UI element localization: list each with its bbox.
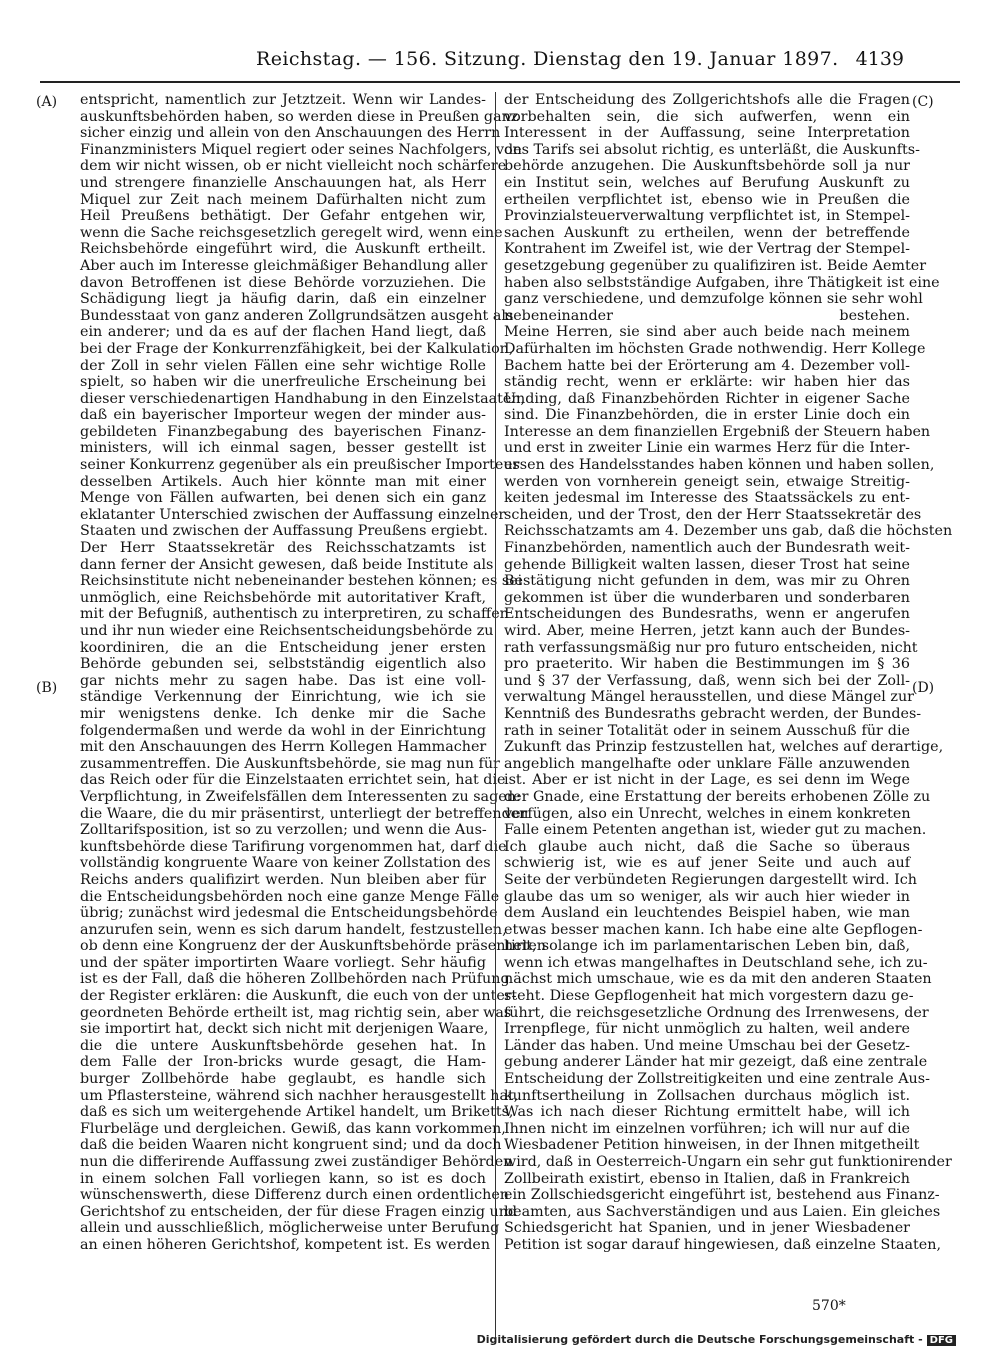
- text-line: Heil Preußens bethätigt. Der Gefahr entgehen wir,: [80, 208, 486, 225]
- text-line: sie importirt hat, deckt sich nicht mit derjenigen Waare,: [80, 1021, 489, 1038]
- text-line: übrig; zunächst wird jedesmal die Entscheidungsbehörde: [80, 905, 498, 922]
- text-line: ist es der Fall, daß die höheren Zollbehörden nach Prüfung: [80, 971, 510, 988]
- text-line: ist. Aber er ist nicht in der Lage, es sei denn im Wege: [504, 772, 910, 789]
- right-text-column: [504, 92, 953, 1254]
- text-line: entspricht, namentlich zur Jetztzeit. Wenn wir Landes-: [80, 92, 486, 108]
- text-line: Reichs anders qualifizirt werden. Nun bleiben aber für: [80, 871, 486, 888]
- text-line: zusammentreffen. Die Auskunftsbehörde, sie mag nun für: [80, 755, 500, 772]
- text-line: mit der Befugniß, authentisch zu interpretiren, zu schaffen: [80, 606, 509, 623]
- text-line: koordiniren, die an die Entscheidung jener ersten: [80, 639, 486, 656]
- text-line: Miquel zur Zeit nach meinem Dafürhalten nicht zum: [80, 191, 486, 208]
- text-line: Schädigung liegt ja häufig darin, daß ein einzelner: [80, 291, 486, 308]
- text-line: eklatanter Unterschied zwischen der Auffassung einzelner: [80, 506, 506, 523]
- text-line: vorbehalten sein, die sich aufwerfen, wenn ein: [504, 108, 910, 125]
- text-line: Gerichtshof zu entscheiden, der für diese Fragen einzig und: [80, 1203, 518, 1220]
- text-line: Bachem hatte bei der Erörterung am 4. Dezember voll-: [504, 357, 910, 374]
- text-line: Irrenpflege, für nicht unmöglich zu halten, weil andere: [504, 1021, 910, 1038]
- text-line: heit, solange ich im parlamentarischen Leben bin, daß,: [504, 938, 910, 955]
- text-line: Interessent in der Auffassung, seine Interpretation: [504, 125, 910, 142]
- text-line: Kontrahent im Zweifel ist, wie der Vertrag der Stempel-: [504, 241, 910, 258]
- text-line: ob denn eine Kongruenz der der Auskunftsbehörde präsentirten: [80, 938, 546, 955]
- text-line: gar nichts mehr zu sagen habe. Das ist eine voll-: [80, 672, 486, 689]
- text-line: führt, die reichsgesetzliche Ordnung des Irrenwesens, der: [504, 1004, 929, 1021]
- text-line: vollständig kongruente Waare von keiner Zollstation des: [80, 855, 491, 872]
- margin-marker-d: (D): [912, 680, 935, 696]
- text-line: Ich glaube auch nicht, daß die Sache so überaus: [504, 838, 910, 855]
- text-line: nächst mich umschaue, wie es da mit den anderen Staaten: [504, 971, 932, 988]
- text-line: Seite der verbündeten Regierungen dargestellt wird. Ich: [504, 871, 917, 888]
- text-line: ein Institut sein, welches auf Berufung Auskunft zu: [504, 174, 910, 191]
- text-line: Entscheidung der Zollstreitigkeiten und eine zentrale Aus-: [504, 1071, 930, 1088]
- text-line: wenn die Sache reichsgesetzlich geregelt wird, wenn eine: [80, 224, 503, 241]
- text-line: scheiden, und der Trost, den der Herr Staatssekretär des: [504, 506, 922, 523]
- text-line: allein und ausschließlich, möglicherweise unter Berufung: [80, 1220, 500, 1237]
- text-line: unmöglich, eine Reichsbehörde mit autoritativer Kraft,: [80, 589, 486, 606]
- text-line: gebildeten Finanzbegabung des bayerischen Finanz-: [80, 423, 486, 440]
- text-line: spielt, so haben wir die unerfreuliche Erscheinung bei: [80, 374, 486, 391]
- text-line: Zollbeirath existirt, ebenso in Italien, daß in Frankreich: [504, 1170, 910, 1187]
- text-line: um Pflastersteine, während sich nachher herausgestellt hat,: [80, 1087, 519, 1104]
- text-line: in einem solchen Fall vorliegen kann, so ist es doch: [80, 1170, 486, 1187]
- text-line: gekommen ist über die wunderbaren und sonderbaren: [504, 589, 910, 606]
- text-line: steht. Diese Gepflogenheit hat mich vorgestern dazu ge-: [504, 988, 914, 1005]
- text-line: sind. Die Finanzbehörden, die in erster Linie doch ein: [504, 407, 910, 424]
- text-line: an einen höheren Gerichtshof, kompetent ist. Es werden: [80, 1236, 491, 1253]
- text-line: sachen Auskunft zu ertheilen, wenn der betreffende: [504, 224, 910, 241]
- text-line: und erst in zweiter Linie ein warmes Herz für die Inter-: [504, 440, 910, 457]
- text-line: pro praeterito. Wir haben die Bestimmungen im § 36: [504, 656, 910, 673]
- text-line: Behörde gebunden sei, selbstständig eigentlich also: [80, 656, 486, 673]
- text-line: behörde anzugehen. Die Auskunftsbehörde soll ja nur: [504, 158, 910, 175]
- text-line: wird. Aber, meine Herren, jetzt kann auch der Bundes-: [504, 623, 910, 639]
- text-line: burger Zollbehörde habe geglaubt, es handle sich: [80, 1071, 486, 1088]
- funding-text: Digitalisierung gefördert durch die Deutsche Forschungsgemeinschaft -: [476, 1333, 923, 1346]
- text-line: Staaten und zwischen der Auffassung Preußens ergiebt.: [80, 523, 488, 540]
- text-line: bei der Frage der Konkurrenzfähigkeit, bei der Kalkulation,: [80, 340, 514, 357]
- text-line: Verpflichtung, in Zweifelsfällen dem Interessenten zu sagen:: [80, 788, 521, 805]
- text-line: Bestätigung nicht gefunden in dem, was mir zu Ohren: [504, 573, 910, 590]
- text-line: ministers, will ich einmal sagen, besser gestellt ist: [80, 440, 486, 457]
- text-line: Flurbeläge und dergleichen. Gewiß, das kann vorkommen,: [80, 1120, 506, 1137]
- text-line: dann ferner der Ansicht gewesen, daß beide Institute als: [80, 556, 494, 573]
- running-head: Reichstag. — 156. Sitzung. Dienstag den 19. Januar 1897.: [256, 48, 839, 70]
- text-line: der Register erklären: die Auskunft, die euch von der unter-: [80, 988, 517, 1005]
- text-line: Wiesbadener Petition hinweisen, in der Ihnen mitgetheilt: [504, 1137, 920, 1154]
- text-line: Kenntniß des Bundesraths gebracht werden, der Bundes-: [504, 705, 922, 722]
- margin-marker-b: (B): [36, 680, 58, 696]
- text-line: verfügen, also ein Unrecht, welches in einem konkreten: [504, 805, 911, 822]
- text-line: dieser verschiedenartigen Handhabung in den Einzelstaaten,: [80, 390, 526, 407]
- text-line: Zolltarifsposition, ist so zu verzollen; und wenn die Aus-: [80, 822, 487, 839]
- text-line: dem wir nicht wissen, ob er nicht vielleicht noch schärfere: [80, 158, 507, 175]
- text-line: werden von vornherein geneigt sein, etwaige Streitig-: [504, 473, 910, 490]
- text-line: ein anderer; und da es auf der flachen Hand liegt, daß: [80, 324, 486, 341]
- text-line: rath in seiner Totalität oder in seinem Ausschuß für die: [504, 722, 910, 739]
- text-line: auskunftsbehörden haben, so werden diese in Preußen ganz: [80, 108, 519, 125]
- text-line: wünschenswerth, diese Differenz durch einen ordentlichen: [80, 1187, 509, 1204]
- text-line: beamten, aus Sachverständigen und aus Laien. Ein gleiches: [504, 1203, 941, 1220]
- text-line: der Gnade, eine Erstattung der bereits erhobenen Zölle zu: [504, 788, 931, 805]
- text-line: Aber auch im Interesse gleichmäßiger Behandlung aller: [80, 257, 488, 274]
- margin-marker-c: (C): [912, 94, 934, 110]
- text-line: Schiedsgericht hat Spanien, und in jener Wiesbadener: [504, 1220, 910, 1237]
- text-line: Reichsinstitute nicht nebeneinander bestehen können; es sei: [80, 573, 523, 590]
- text-line: schwierig ist, wie es auf jener Seite und auch auf: [504, 855, 910, 872]
- text-line: daß es sich um weitergehende Artikel handelt, um Briketts,: [80, 1104, 514, 1121]
- text-line: Zukunft das Prinzip festzustellen hat, welches auf derartige,: [504, 739, 944, 756]
- text-line: und ihr nun wieder eine Reichsentscheidungsbehörde zu: [80, 623, 494, 639]
- text-line: Finanzbehörden, namentlich auch der Bundesrath weit-: [504, 540, 910, 557]
- text-line: verwaltung Mängel herausstellen, und diese Mängel zur: [504, 689, 914, 706]
- text-line: die Waare, die du mir präsentirst, unterliegt der betreffenden: [80, 805, 529, 822]
- left-text-column: [80, 92, 546, 1254]
- text-line: Dafürhalten im höchsten Grade nothwendig. Herr Kollege: [504, 340, 926, 357]
- text-line: wenn ich etwas mangelhaftes in Deutschland sehe, ich zu-: [504, 954, 928, 971]
- text-line: gehende Billigkeit walten lassen, dieser Trost hat seine: [504, 556, 910, 573]
- text-line: gesetzgebung gegenüber zu qualifiziren ist. Beide Aemter: [504, 257, 927, 274]
- text-line: davon Betroffenen ist diese Behörde vorzuziehen. Die: [80, 274, 486, 291]
- text-line: kunftsbehörde diese Tarifirung vorgenommen hat, darf die: [80, 838, 507, 855]
- sheet-signature: 570*: [812, 1298, 846, 1314]
- page-header: [40, 40, 960, 90]
- text-line: haben also selbstständige Aufgaben, ihre Thätigkeit ist eine: [504, 274, 940, 291]
- text-line: Reichsschatzamts am 4. Dezember uns gab, daß die höchsten: [504, 523, 953, 540]
- text-line: folgendermaßen und werde da wohl in der Einrichtung: [80, 722, 486, 739]
- text-line: Der Herr Staatssekretär des Reichsschatzamts ist: [80, 540, 486, 557]
- text-line: und § 37 der Verfassung, daß, wenn sich bei der Zoll-: [504, 672, 910, 689]
- text-line: geordneten Behörde ertheilt ist, mag richtig sein, aber was: [80, 1004, 512, 1021]
- text-line: Meine Herren, sie sind aber auch beide nach meinem: [504, 324, 910, 341]
- text-line: nebeneinander bestehen.: [504, 307, 910, 324]
- text-line: rath verfassungsmäßig nur pro futuro entscheiden, nicht: [504, 639, 918, 656]
- text-line: dem Ausland ein leuchtendes Beispiel haben, wie man: [504, 905, 910, 922]
- text-line: ein Zollschiedsgericht eingeführt ist, bestehend aus Finanz-: [504, 1187, 940, 1204]
- text-line: nun die differirende Auffassung zwei zuständiger Behörden: [80, 1154, 513, 1170]
- text-line: ständig recht, wenn er erklärte: wir haben hier das: [504, 374, 910, 391]
- text-line: Menge von Fällen aufwarten, bei denen sich ein ganz: [80, 490, 486, 507]
- text-line: keiten jedesmal im Interesse des Staatssäckels zu ent-: [504, 490, 910, 507]
- funding-note: [477, 1333, 956, 1346]
- text-line: mit den Anschauungen des Herrn Kollegen Hammacher: [80, 739, 487, 756]
- text-line: angeblich mangelhafte oder unklare Fälle anzuwenden: [504, 755, 910, 772]
- margin-marker-a: (A): [36, 94, 58, 110]
- text-line: Provinzialsteuerverwaltung verpflichtet ist, in Stempel-: [504, 208, 910, 225]
- text-line: Petition ist sogar darauf hingewiesen, daß einzelne Staaten,: [504, 1236, 942, 1253]
- text-line: der Zoll in sehr vielen Fällen eine sehr wichtige Rolle: [80, 357, 486, 374]
- text-line: gebung anderer Länder hat mir gezeigt, daß eine zentrale: [504, 1054, 928, 1071]
- text-line: ertheilen verpflichtet ist, ebenso wie in Preußen die: [504, 191, 910, 208]
- text-line: Interesse an dem finanziellen Ergebniß der Steuern haben: [504, 423, 931, 440]
- page-number: 4139: [855, 48, 904, 70]
- text-line: wird, daß in Oesterreich-Ungarn ein sehr gut funktionirender: [504, 1154, 952, 1170]
- text-line: der Entscheidung des Zollgerichtshofs alle die Fragen: [504, 92, 910, 108]
- text-line: sicher einzig und allein von den Anschauungen des Herrn: [80, 125, 501, 142]
- text-line: die die untere Auskunftsbehörde gesehen hat. In: [80, 1037, 486, 1054]
- text-line: Länder das haben. Und meine Umschau bei der Gesetz-: [504, 1037, 910, 1054]
- text-line: das Reich oder für die Einzelstaaten errichtet sein, hat die: [80, 772, 506, 789]
- text-line: Ihnen nicht im einzelnen vorführen; ich will nur auf die: [504, 1120, 910, 1137]
- text-line: des Tarifs sei absolut richtig, es unterläßt, die Auskunfts-: [504, 141, 920, 158]
- text-line: und strengere finanzielle Anschauungen hat, als Herr: [80, 174, 486, 191]
- text-line: desselben Artikels. Auch hier könnte man mit einer: [80, 473, 486, 490]
- text-line: ganz verschiedene, und demzufolge können sie sehr wohl: [504, 291, 923, 308]
- dfg-logo: DFG: [927, 1335, 956, 1346]
- text-line: Was ich nach dieser Richtung ermittelt habe, will ich: [504, 1104, 910, 1121]
- text-line: Reichsbehörde eingeführt wird, die Auskunft ertheilt.: [80, 241, 486, 258]
- text-line: mir wenigstens denke. Ich denke mir die Sache: [80, 705, 486, 722]
- text-line: etwas besser machen kann. Ich habe eine alte Gepflogen-: [504, 921, 923, 938]
- column-divider: [495, 92, 496, 1337]
- text-line: kunftsertheilung in Zollsachen durchaus möglich ist.: [504, 1087, 910, 1104]
- text-line: daß ein bayerischer Importeur wegen der minder aus-: [80, 407, 486, 424]
- header-rule: [40, 81, 960, 83]
- text-line: Bundesstaat von ganz anderen Zollgrundsätzen ausgeht als: [80, 307, 514, 324]
- text-line: seiner Konkurrenz gegenüber als ein preußischer Importeur: [80, 457, 520, 474]
- text-line: daß die beiden Waaren nicht kongruent sind; und da doch: [80, 1137, 502, 1154]
- text-line: Unding, daß Finanzbehörden Richter in eigener Sache: [504, 390, 910, 407]
- text-line: essen des Handelsstandes haben können und haben sollen,: [504, 457, 935, 474]
- text-line: und der später importirten Waare vorliegt. Sehr häufig: [80, 954, 486, 971]
- text-line: glaube das um so weniger, als wir auch hier wieder in: [504, 888, 910, 905]
- text-line: Entscheidungen des Bundesraths, wenn er angerufen: [504, 606, 910, 623]
- text-line: anzurufen sein, wenn es sich darum handelt, festzustellen,: [80, 921, 507, 938]
- text-line: die Entscheidungsbehörden noch eine ganze Menge Fälle: [80, 888, 500, 905]
- text-line: ständige Verkennung der Einrichtung, wie ich sie: [80, 689, 486, 706]
- text-line: dem Falle der Iron-bricks wurde gesagt, die Ham-: [80, 1054, 486, 1071]
- text-line: Finanzministers Miquel regiert oder seines Nachfolgers, von: [80, 141, 522, 158]
- text-line: Falle einem Petenten angethan ist, wieder gut zu machen.: [504, 822, 927, 839]
